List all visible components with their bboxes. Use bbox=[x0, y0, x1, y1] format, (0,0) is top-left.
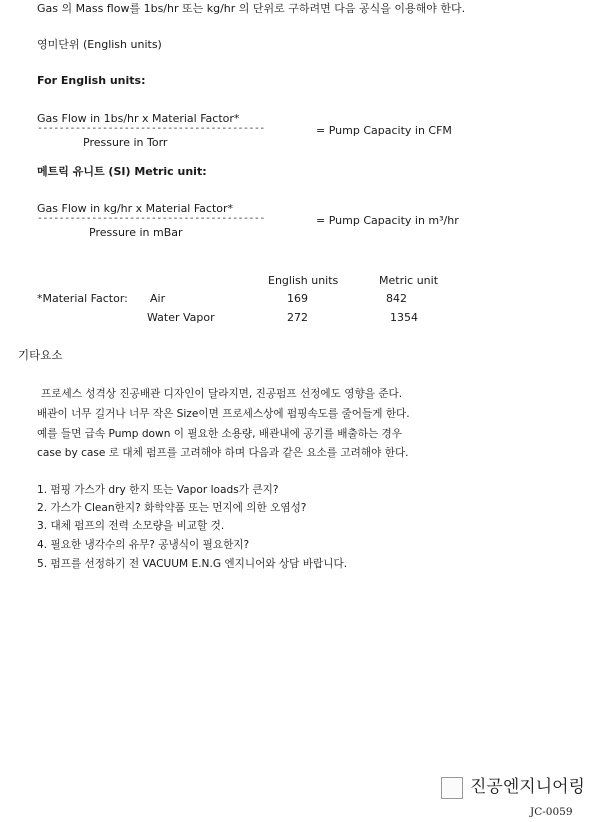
list-item: 1. 펌핑 가스가 dry 한지 또는 Vapor loads가 큰지? bbox=[37, 484, 279, 496]
factor-row-vapor-english: 272 bbox=[287, 311, 308, 324]
paragraph-line-3: 예를 들면 급속 Pump down 이 필요한 소용량, 배관내에 공기를 배출하는 경우 bbox=[37, 428, 403, 440]
factor-row-vapor-name: Water Vapor bbox=[147, 311, 215, 324]
factor-table-header-metric: Metric unit bbox=[379, 274, 439, 287]
english-formula-divider: ------------------------------------------ bbox=[37, 123, 265, 134]
metric-formula-numerator: Gas Flow in kg/hr x Material Factor* bbox=[37, 202, 234, 215]
list-item: 5. 펌프를 선정하기 전 VACUUM E.N.G 엔지니어와 상담 바랍니다. bbox=[37, 558, 348, 570]
intro-text: Gas 의 Mass flow를 1bs/hr 또는 kg/hr 의 단위로 구하려면 다음 공식을 이용해야 한다. bbox=[37, 2, 466, 15]
metric-formula-divider: ------------------------------------------ bbox=[37, 213, 265, 224]
company-name: 진공엔지니어링 bbox=[470, 777, 585, 797]
metric-formula-denominator: Pressure in mBar bbox=[89, 226, 183, 239]
list-item: 4. 필요한 냉각수의 유무? 공냉식이 필요한지? bbox=[37, 539, 250, 551]
factor-row-air-english: 169 bbox=[287, 292, 308, 305]
section-title: 기타요소 bbox=[18, 348, 63, 362]
company-logo-box bbox=[441, 777, 463, 799]
paragraph-line-4: case by case 로 대체 펌프를 고려해야 하며 다음과 같은 요소를 고려해야 한다. bbox=[37, 447, 409, 459]
list-item: 3. 대체 펌프의 전력 소모량을 비교할 것. bbox=[37, 520, 225, 532]
factor-row-air-metric: 842 bbox=[386, 292, 407, 305]
factor-row-air-name: Air bbox=[150, 292, 166, 305]
metric-formula-result: = Pump Capacity in m³/hr bbox=[316, 214, 459, 227]
english-formula-label: For English units: bbox=[37, 74, 146, 87]
english-units-header: 영미단위 (English units) bbox=[37, 38, 162, 51]
paragraph-line-2: 배관이 너무 길거나 너무 작은 Size이면 프로세스상에 펌핑속도를 줄어들게 한다. bbox=[37, 408, 410, 420]
factor-row-vapor-metric: 1354 bbox=[390, 311, 418, 324]
english-formula-result: = Pump Capacity in CFM bbox=[316, 124, 452, 137]
paragraph-line-1: 프로세스 성격상 진공배관 디자인이 달라지면, 진공펌프 선정에도 영향을 준다. bbox=[41, 388, 403, 400]
list-item: 2. 가스가 Clean한지? 화학약품 또는 먼지에 의한 오염성? bbox=[37, 502, 307, 514]
metric-formula-label: 메트릭 유니트 (SI) Metric unit: bbox=[37, 165, 207, 178]
english-formula-denominator: Pressure in Torr bbox=[83, 136, 168, 149]
factor-table-header-english: English units bbox=[268, 274, 339, 287]
english-formula-numerator: Gas Flow in 1bs/hr x Material Factor* bbox=[37, 112, 240, 125]
factor-table-row-label: *Material Factor: bbox=[37, 292, 128, 305]
document-code: JC-0059 bbox=[530, 806, 573, 818]
